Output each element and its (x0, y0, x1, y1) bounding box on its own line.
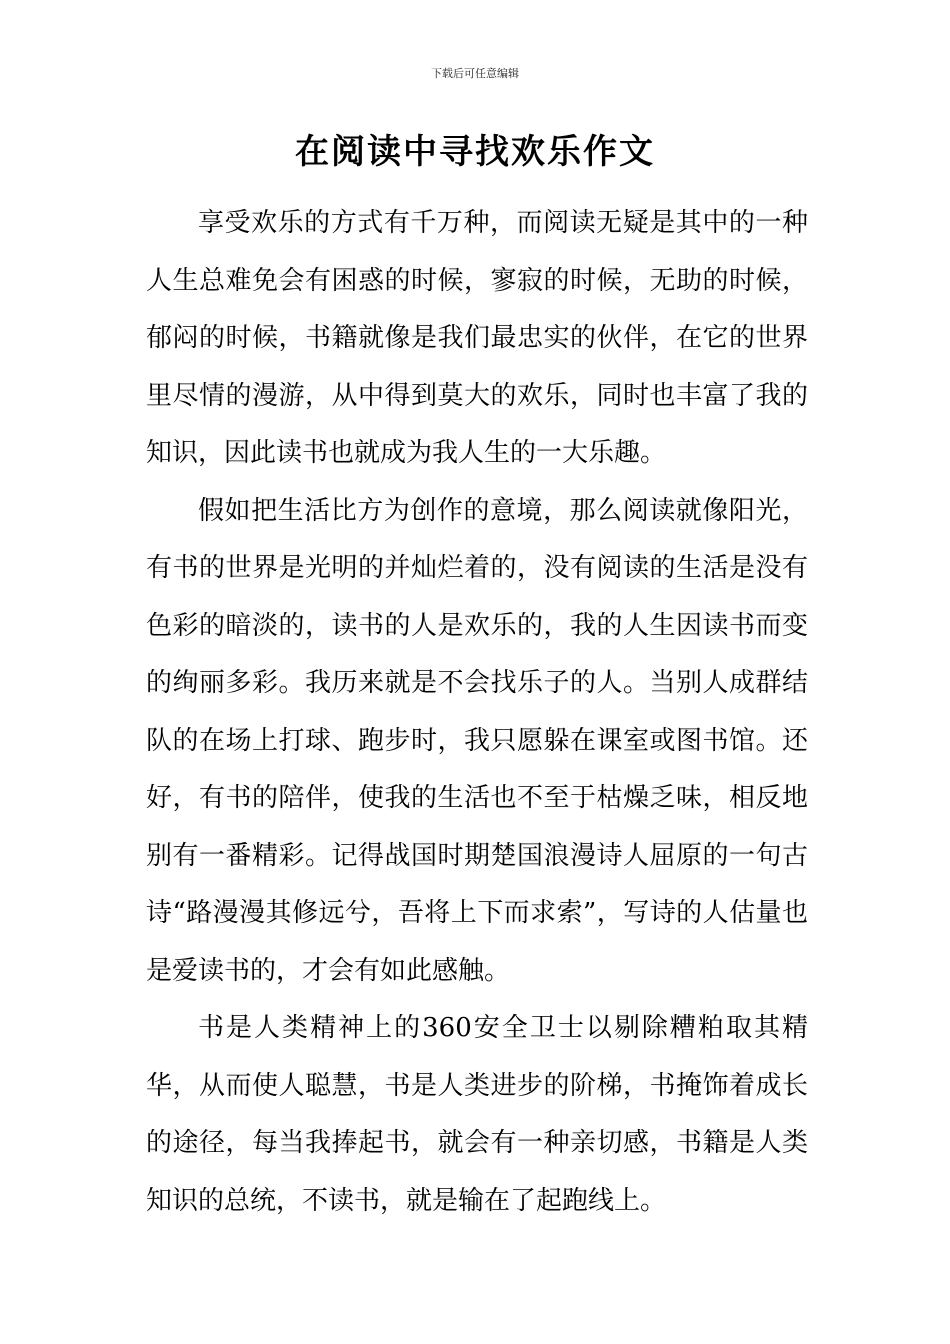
paragraph-3: 书是人类精神上的360安全卫士以剔除糟粕取其精华，从而使人聪慧，书是人类进步的阶梯，书掩饰着成长的途径，每当我捧起书，就会有一种亲切感，书籍是人类知识的总统，不读书，就是输在了起跑线上。 (146, 1013, 808, 1216)
document-title: 在阅读中寻找欢乐作文 (295, 132, 655, 172)
paragraph-1: 享受欢乐的方式有千万种，而阅读无疑是其中的一种人生总难免会有困惑的时候，寥寂的时候，无助的时候，郁闷的时候，书籍就像是我们最忠实的伙伴，在它的世界里尽情的漫游，从中得到莫大的欢乐，同时也丰富了我的知识，因此读书也就成为我人生的一大乐趣。 (146, 208, 808, 468)
paragraph-2: 假如把生活比方为创作的意境，那么阅读就像阳光，有书的世界是光明的并灿烂着的，没有阅读的生活是没有色彩的暗淡的，读书的人是欢乐的，我的人生因读书而变的绚丽多彩。我历来就是不会找乐子的人。当别人成群结队的在场上打球、跑步时，我只愿躲在课室或图书馆。还好，有书的陪伴，使我的生活也不至于枯燥乏味，相反地别有一番精彩。记得战国时期楚国浪漫诗人屈原的一句古诗“路漫漫其修远兮，吾将上下而求索”，写诗的人估量也是爱读书的，才会有如此感触。 (146, 495, 808, 986)
document-body (146, 195, 808, 1230)
header-note: 下载后可任意编辑 (431, 67, 519, 80)
